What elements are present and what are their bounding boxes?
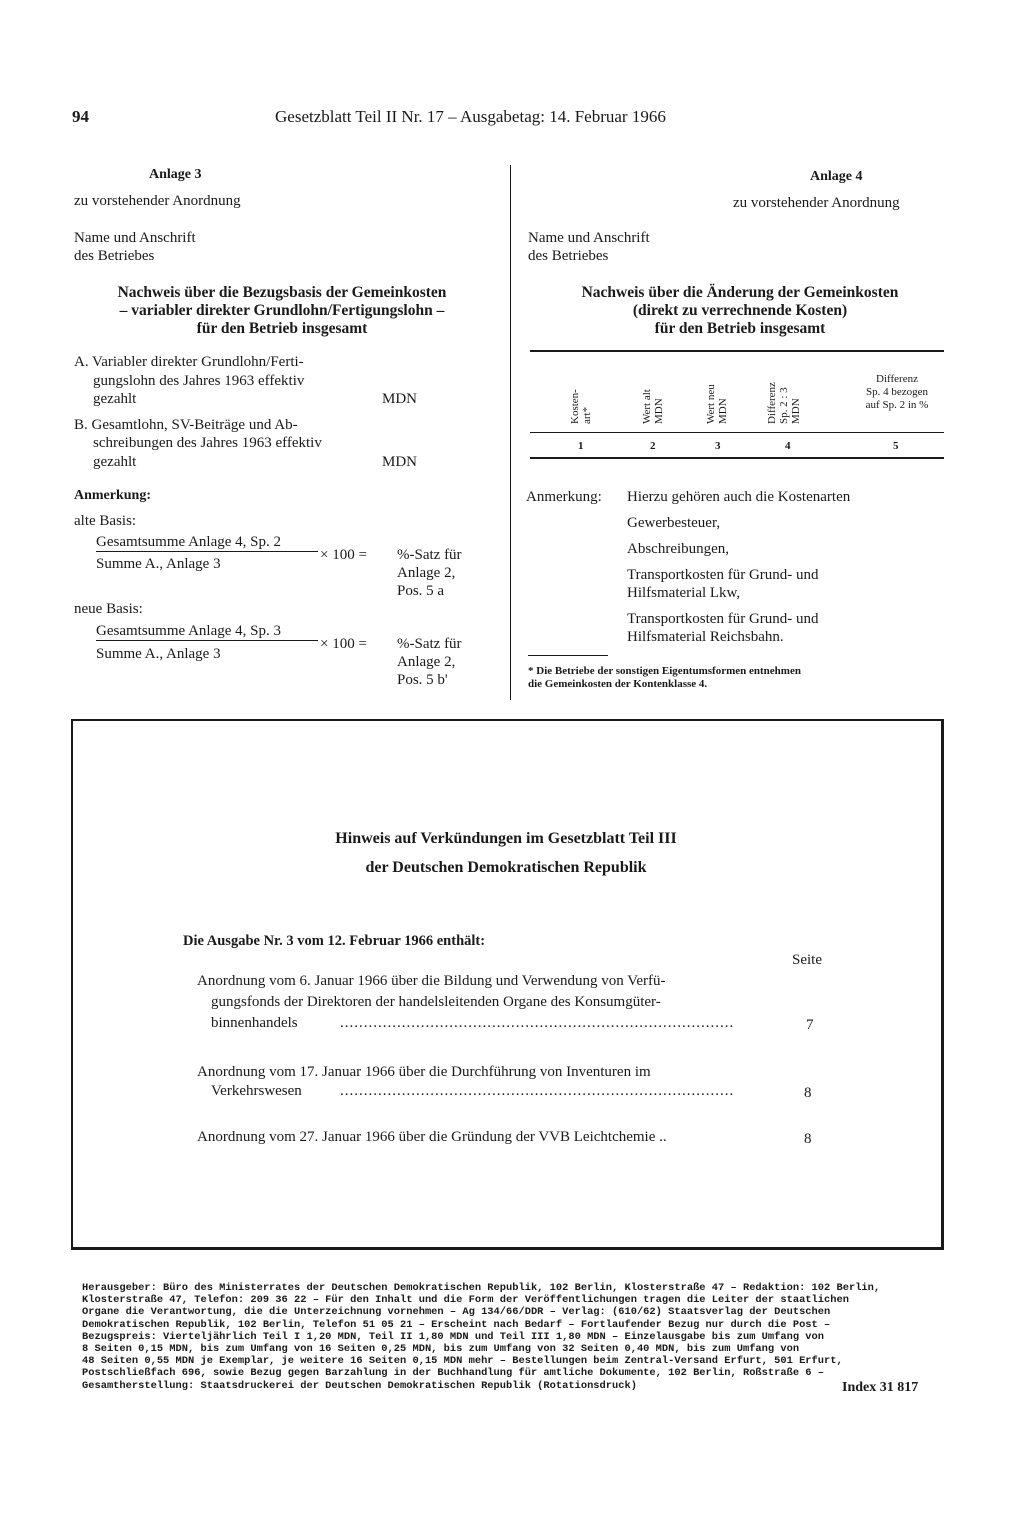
right-anm-line3: Abschreibungen, [627,541,730,557]
item-b-line1: B. Gesamtlohn, SV-Beiträge und Ab- [74,417,298,433]
name-label-right-2: des Betriebes [528,248,609,264]
toc-entry-2-line2: Verkehrswesen [211,1083,302,1099]
imprint-line: Demokratischen Republik, 102 Berlin, Telefon 51 05 21 – Erscheint nach Bedarf – Fortlaufender Bezug nur durch die Post – [82,1318,831,1331]
right-anm-line6: Transportkosten für Grund- und [627,611,819,627]
neue-result-2: Anlage 2, [397,654,456,670]
col-differenz-header: Differenz Sp. 2 : 3 MDN [766,382,802,424]
col-kostenart-header: Kosten- art* [569,389,593,424]
right-anm-line7: Hilfsmaterial Reichsbahn. [627,629,784,645]
right-anm-line4: Transportkosten für Grund- und [627,567,819,583]
item-b-line2: schreibungen des Jahres 1963 effektiv [93,435,322,451]
toc-entry-2-leader: ................................................................................... [340,1083,735,1099]
imprint-line: 8 Seiten 0,15 MDN, bis zum Umfang von 16 Seiten 0,25 MDN, bis zum Umfang von 32 Seiten 0,40 MDN, bis zum Umfang von [82,1343,800,1356]
alte-result-1: %-Satz für [397,547,462,563]
table-top-rule [530,350,944,352]
neue-multiplier: × 100 = [320,636,367,652]
page-number: 94 [72,107,89,126]
right-anm-line5: Hilfsmaterial Lkw, [627,585,741,601]
alte-fraction-denominator: Summe A., Anlage 3 [96,556,221,572]
item-a-unit: MDN [382,391,418,407]
imprint-line: 48 Seiten 0,55 MDN je Exemplar, je weitere 16 Seiten 0,15 MDN mehr – Bestellungen beim Zentral-Versand Erfurt, 501 Erfurt, [82,1355,843,1368]
notice-title-1: Hinweis auf Verkündungen im Gesetzblatt Teil III [335,830,677,847]
right-heading-2: (direkt zu verrechnende Kosten) [632,302,848,319]
name-label: Name und Anschrift [74,230,196,246]
col-number-5: 5 [893,440,899,452]
item-a-line2: gungslohn des Jahres 1963 effektiv [93,373,305,389]
column-divider [510,165,511,700]
left-heading-3: für den Betrieb insgesamt [196,320,368,337]
item-a-line1: A. Variabler direkter Grundlohn/Ferti- [74,354,304,370]
toc-entry-1-line2: gungsfonds der Direktoren der handelsleitenden Organe des Konsumgüter- [211,994,661,1010]
footnote-line2: die Gemeinkosten der Kontenklasse 4. [528,678,708,690]
name-label-right: Name und Anschrift [528,230,650,246]
right-anm-line2: Gewerbesteuer, [627,515,721,531]
left-heading-2: – variabler direkter Grundlohn/Fertigungslohn – [119,302,445,319]
col-number-1: 1 [578,440,584,452]
alte-multiplier: × 100 = [320,547,367,563]
anlage-3-subtitle: zu vorstehender Anordnung [74,193,241,209]
neue-basis-label: neue Basis: [74,601,143,617]
footnote-rule [528,655,608,656]
right-anm-line1: Hierzu gehören auch die Kostenarten [627,489,851,505]
neue-result-1: %-Satz für [397,636,462,652]
table-header-rule [530,432,944,433]
right-heading-3: für den Betrieb insgesamt [654,320,826,337]
index-number: Index 31 817 [842,1380,919,1395]
right-anmerkung-label: Anmerkung: [526,489,602,505]
anlage-4-subtitle: zu vorstehender Anordnung [733,195,900,211]
toc-entry-1-page: 7 [806,1017,814,1033]
toc-entry-1-line3: binnenhandels [211,1015,298,1031]
col-differenz-prozent-header: Differenz Sp. 4 bezogen auf Sp. 2 in % [865,373,929,411]
notice-title-2: der Deutschen Demokratischen Republik [365,859,647,876]
anlage-4-title: Anlage 4 [810,169,863,184]
imprint [82,1282,942,1392]
alte-fraction-numerator: Gesamtsumme Anlage 4, Sp. 2 [96,533,318,552]
imprint-line: Herausgeber: Büro des Ministerrates der Deutschen Demokratischen Republik, 102 Berlin, Klosterstraße 47 – Redaktion: 102 Berlin, [82,1282,881,1294]
imprint-line: Bezugspreis: Vierteljährlich Teil I 1,20 MDN, Teil II 1,80 MDN und Teil III 1,80 MDN – Einzelausgabe bis zum Umfang von [82,1330,825,1343]
toc-entry-1-line1: Anordnung vom 6. Januar 1966 über die Bildung und Verwendung von Verfü- [197,973,666,989]
left-heading-1: Nachweis über die Bezugsbasis der Gemeinkosten [117,284,447,301]
anmerkung-label: Anmerkung: [74,488,152,503]
col-number-4: 4 [785,440,791,452]
toc-entry-2-page: 8 [804,1085,812,1101]
col-wert-neu-header: Wert neu MDN [705,384,729,424]
right-heading-1: Nachweis über die Änderung der Gemeinkosten [581,284,899,301]
seite-label: Seite [792,952,822,968]
toc-entry-2-line1: Anordnung vom 17. Januar 1966 über die Durchführung von Inventuren im [197,1064,651,1080]
footnote-line1: * Die Betriebe der sonstigen Eigentumsformen entnehmen [528,665,801,677]
imprint-line: Klosterstraße 47, Telefon: 209 36 22 – Für den Inhalt und die Form der Veröffentlichungen tragen die Leiter der staatlichen [82,1294,849,1307]
neue-fraction-denominator: Summe A., Anlage 3 [96,646,221,662]
page-header-title: Gesetzblatt Teil II Nr. 17 – Ausgabetag: 14. Februar 1966 [275,107,666,126]
col-number-3: 3 [715,440,721,452]
alte-basis-label: alte Basis: [74,513,137,529]
name-label-2: des Betriebes [74,248,155,264]
imprint-line: Postschließfach 696, sowie Bezug gegen Barzahlung in der Buchhandlung für amtliche Dokumente, 102 Berlin, Roßstraße 6 – [82,1367,825,1380]
col-wert-alt-header: Wert alt MDN [641,389,665,424]
alte-result-2: Anlage 2, [397,565,456,581]
toc-entry-3-line1: Anordnung vom 27. Januar 1966 über die Gründung der VVB Leichtchemie .. [197,1129,667,1145]
neue-fraction-numerator: Gesamtsumme Anlage 4, Sp. 3 [96,622,318,641]
imprint-line: Organe die Verantwortung, die die Unterzeichnung vornehmen – Ag 134/66/DDR – Verlag: (610/62) Staatsverlag der Deutschen [82,1306,831,1319]
item-b-line3: gezahlt [93,454,137,470]
toc-entry-3-page: 8 [804,1131,812,1147]
toc-entry-1-leader: ................................................................................... [340,1015,735,1031]
item-b-unit: MDN [382,454,418,470]
neue-result-3: Pos. 5 b' [397,672,448,688]
table-bottom-rule [530,457,944,459]
imprint-line: Gesamtherstellung: Staatsdruckerei der Deutschen Demokratischen Republik (Rotationsdruck) [82,1379,637,1392]
alte-result-3: Pos. 5 a [397,583,445,599]
issue-heading: Die Ausgabe Nr. 3 vom 12. Februar 1966 enthält: [183,933,486,949]
anlage-3-title: Anlage 3 [149,167,202,182]
item-a-line3: gezahlt [93,391,137,407]
col-number-2: 2 [650,440,656,452]
